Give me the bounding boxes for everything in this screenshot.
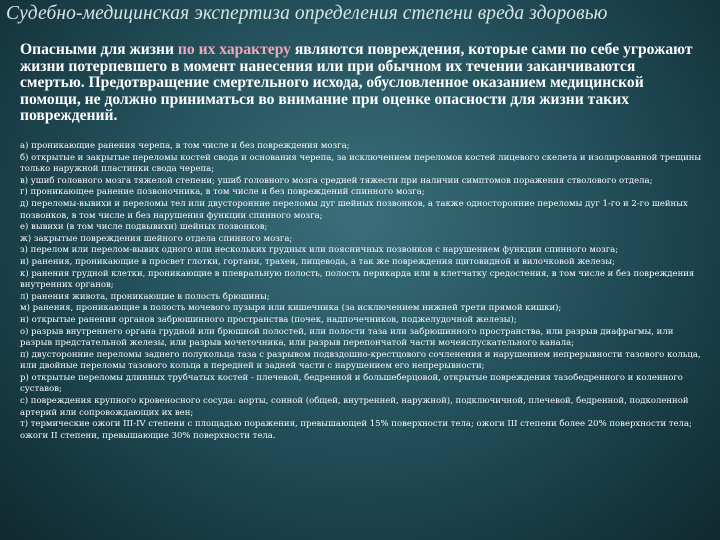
list-item: н) открытые ранения органов забрюшинного пространства (почек, надпочечников, поджелудочной железы); bbox=[20, 314, 517, 325]
list-item: т) термические ожоги III-IV степени с площадью поражения, превышающей 15% поверхности тела; ожоги III степени более 20% поверхности тела; ожоги II степени, превышающие 30% поверхности тела. bbox=[20, 419, 692, 441]
intro-paragraph bbox=[20, 42, 696, 125]
list-item: д) переломы-вывихи и переломы тел или двусторонние переломы дуг шейных позвонков, а также односторонние переломы дуг 1-го и 2-го шейных позвонков, в том числе и без нарушения функции спинного мозга; bbox=[20, 198, 688, 221]
list-item: и) ранения, проникающие в просвет глотки, гортани, трахеи, пищевода, а так же повреждения щитовидной и вилочковой железы; bbox=[20, 256, 615, 267]
list-item: б) открытые и закрытые переломы костей свода и основания черепа, за исключением переломов костей лицевого скелета и изолированной трещины только наружной пластинки свода черепа; bbox=[20, 152, 702, 175]
intro-text-before: Опасными для жизни bbox=[20, 41, 178, 58]
list-item: а) проникающие ранения черепа, в том числе и без повреждения мозга; bbox=[20, 141, 350, 151]
list-item: в) ушиб головного мозга тяжелой степени; ушиб головного мозга средней тяжести при наличии симптомов поражения стволового отдела; bbox=[20, 175, 653, 186]
intro-highlight: по их характеру bbox=[177, 41, 291, 58]
list-item: о) разрыв внутреннего органа грудной или брюшной полостей, или полости таза или забрюшинного пространства, или разрыв диафрагмы, или разрыв предстательной железы, или разрыв мочеточника, или разрыв перепончатой части мочеиспускательного канала; bbox=[20, 326, 674, 349]
list-item: к) ранения грудной клетки, проникающие в плевральную полость, полость перикарда или в клетчатку средостения, в том числе и без повреждения внутренних органов; bbox=[20, 268, 695, 291]
list-item: л) ранения живота, проникающие в полость брюшины; bbox=[20, 291, 270, 302]
list-item: е) вывихи (в том числе подвывихи) шейных позвонков; bbox=[20, 222, 268, 233]
list-item: г) проникающее ранение позвоночника, в том числе и без повреждений спинного мозга; bbox=[20, 187, 425, 198]
intro-text-after: являются повреждения, которые сами по себе угрожают жизни потерпевшего в момент нанесения или при обычном их течении заканчиваются смертью. Предотвращение смертельного исхода, обусловленное оказанием медицинской помощи, не должно приниматься во внимание при оценке опасности для жизни таких повреждений. bbox=[20, 41, 693, 125]
list-item: ж) закрытые повреждения шейного отдела спинного мозга; bbox=[20, 233, 293, 244]
slide-title: Судебно-медицинская экспертиза определения степени вреда здоровью bbox=[6, 3, 608, 24]
injury-list bbox=[20, 141, 702, 442]
list-item: з) перелом или перелом-вывих одного или нескольких грудных или поясничных позвонков с нарушением функции спинного мозга; bbox=[20, 245, 619, 256]
list-item: п) двусторонние переломы заднего полукольца таза с разрывом подвздошно-крестцового сочленения и нарушением непрерывности тазового кольца, или двойные переломы тазового кольца в передней и задней части с нарушением его непрерывности; bbox=[20, 349, 701, 372]
list-item: с) повреждения крупного кровеносного сосуда: аорты, сонной (общей, внутренней, наружной), подключичной, плечевой, бедренной, подколенной артерий или сопровождающих их вен; bbox=[20, 396, 689, 418]
list-item: р) открытые переломы длинных трубчатых костей - плечевой, бедренной и большеберцовой, открытые повреждения тазобедренного и коленного суставов; bbox=[20, 372, 683, 395]
list-item: м) ранения, проникающие в полость мочевого пузыря или кишечника (за исключением нижней трети прямой кишки); bbox=[20, 303, 562, 314]
